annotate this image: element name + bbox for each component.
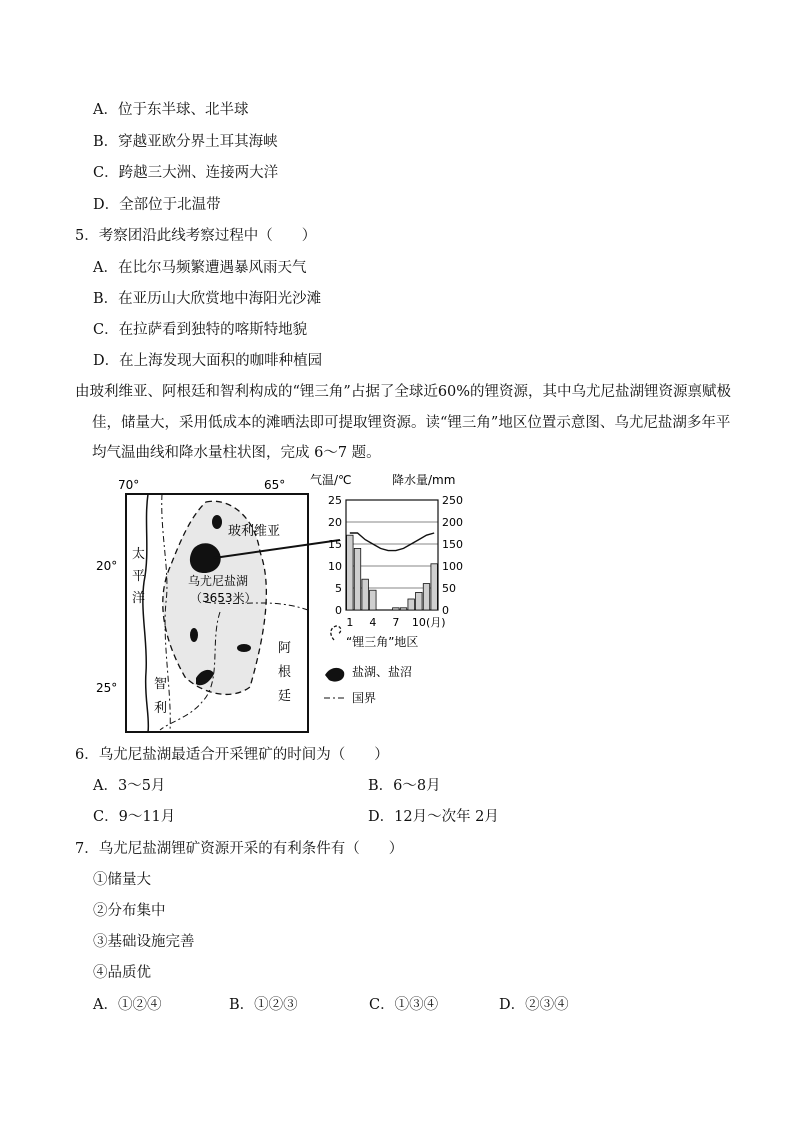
- precip-axis-title: 降水量/mm: [392, 473, 456, 487]
- lat-label-25: 25°: [96, 681, 118, 695]
- q4-option-b: B．穿越亚欧分界土耳其海峡: [93, 134, 278, 150]
- month-tick-label: 10: [411, 616, 426, 629]
- precip-tick-label: 100: [442, 560, 463, 573]
- q4-option-d: D．全部位于北温带: [93, 197, 221, 213]
- q6-option-c: C．9～11月: [93, 809, 176, 825]
- lithium-triangle-figure: [96, 472, 470, 740]
- chile-label-2: 利: [154, 701, 168, 716]
- q7-stem: 7．乌尤尼盐湖锂矿资源开采的有利条件有（ ）: [75, 841, 404, 857]
- figure-svg: [96, 472, 470, 740]
- q5-option-c: C．在拉萨看到独特的喀斯特地貌: [93, 322, 308, 338]
- legend-border-label: 国界: [352, 691, 377, 705]
- month-tick-label: 4: [369, 616, 377, 629]
- argentina-label-1: 阿: [278, 641, 292, 656]
- q6-option-b: B．6～8月: [368, 778, 441, 794]
- q4-option-c: C．跨越三大洲、连接两大洋: [93, 165, 279, 181]
- lon-label-65: 65°: [264, 478, 286, 492]
- q5-stem: 5．考察团沿此线考察过程中（ ）: [75, 228, 317, 244]
- precip-tick-label: 250: [442, 494, 463, 507]
- legend-triangle-icon: [331, 626, 341, 640]
- legend-salt-label: 盐湖、盐沼: [352, 665, 413, 679]
- precip-bar: [400, 608, 406, 610]
- passage-line-3: 均气温曲线和降水量柱状图，完成 6～7 题。: [92, 445, 381, 461]
- temp-tick-label: 15: [328, 538, 342, 551]
- temp-tick-label: 0: [335, 604, 342, 617]
- temp-axis-title: 气温/℃: [310, 473, 352, 487]
- legend: [324, 626, 418, 705]
- uyuni-label: 乌尤尼盐湖: [188, 574, 249, 588]
- q6-stem: 6．乌尤尼盐湖最适合开采锂矿的时间为（ ）: [75, 747, 389, 763]
- q7-item-1: ①储量大: [93, 872, 151, 888]
- precip-tick-label: 200: [442, 516, 463, 529]
- precip-bar: [370, 590, 376, 610]
- q5-option-d: D．在上海发现大面积的咖啡种植园: [93, 353, 323, 369]
- precip-bar: [423, 584, 429, 610]
- argentina-label-2: 根: [278, 665, 292, 680]
- q5-option-b: B．在亚历山大欣赏地中海阳光沙滩: [93, 291, 322, 307]
- temp-tick-label: 10: [328, 560, 342, 573]
- temperature-line: [350, 533, 434, 551]
- passage-line-2: 佳，储量大，采用低成本的滩晒法即可提取锂资源。读“锂三角”地区位置示意图、乌尤尼盐湖多年平: [92, 415, 731, 431]
- month-tick-label: 1: [346, 616, 354, 629]
- passage-line-1: 由玻利维亚、阿根廷和智利构成的“锂三角”占据了全球近60%的锂资源，其中乌尤尼盐湖锂资源禀赋极: [75, 384, 732, 400]
- q6-option-d: D．12月～次年 2月: [368, 809, 499, 825]
- q7-option-b: B．①②③: [229, 997, 298, 1013]
- ocean-label-2: 平: [132, 569, 146, 584]
- q5-option-a: A．在比尔马频繁遭遇暴风雨天气: [93, 260, 307, 276]
- salt-lake: [190, 628, 198, 642]
- precip-tick-label: 50: [442, 582, 456, 595]
- precip-tick-label: 0: [442, 604, 449, 617]
- precip-tick-label: 150: [442, 538, 463, 551]
- lon-label-70: 70°: [118, 478, 140, 492]
- legend-salt-icon: [325, 668, 344, 682]
- x-axis-unit: (月): [426, 616, 446, 629]
- salt-lake: [237, 644, 251, 652]
- q6-option-a: A．3～5月: [93, 778, 166, 794]
- q7-item-3: ③基础设施完善: [93, 934, 195, 950]
- precip-bar: [362, 579, 368, 610]
- precip-bar: [431, 564, 437, 610]
- q7-option-c: C．①③④: [369, 997, 439, 1013]
- bolivia-label: 玻利维亚: [228, 524, 281, 539]
- ocean-label-1: 太: [132, 547, 146, 562]
- temp-tick-label: 5: [335, 582, 342, 595]
- month-tick-label: 7: [392, 616, 400, 629]
- lat-label-20: 20°: [96, 559, 118, 573]
- precip-bar: [408, 599, 414, 610]
- q7-option-d: D．②③④: [499, 997, 569, 1013]
- q7-item-4: ④品质优: [93, 965, 151, 981]
- climate-chart: [310, 472, 463, 629]
- argentina-label-3: 廷: [278, 689, 292, 704]
- precip-bar: [354, 548, 360, 610]
- q4-option-a: A．位于东半球、北半球: [93, 102, 249, 118]
- q7-option-a: A．①②④: [93, 997, 162, 1013]
- temp-tick-label: 25: [328, 494, 342, 507]
- chile-label-1: 智: [154, 677, 168, 692]
- q7-item-2: ②分布集中: [93, 903, 166, 919]
- uyuni-elevation: （3653米）: [190, 591, 257, 605]
- precip-bar: [393, 608, 399, 610]
- ocean-label-3: 洋: [132, 591, 146, 606]
- precip-bar: [347, 535, 353, 610]
- legend-triangle-label: “锂三角”地区: [346, 635, 419, 649]
- precip-bar: [416, 592, 422, 610]
- salt-lake: [212, 515, 222, 529]
- temp-tick-label: 20: [328, 516, 342, 529]
